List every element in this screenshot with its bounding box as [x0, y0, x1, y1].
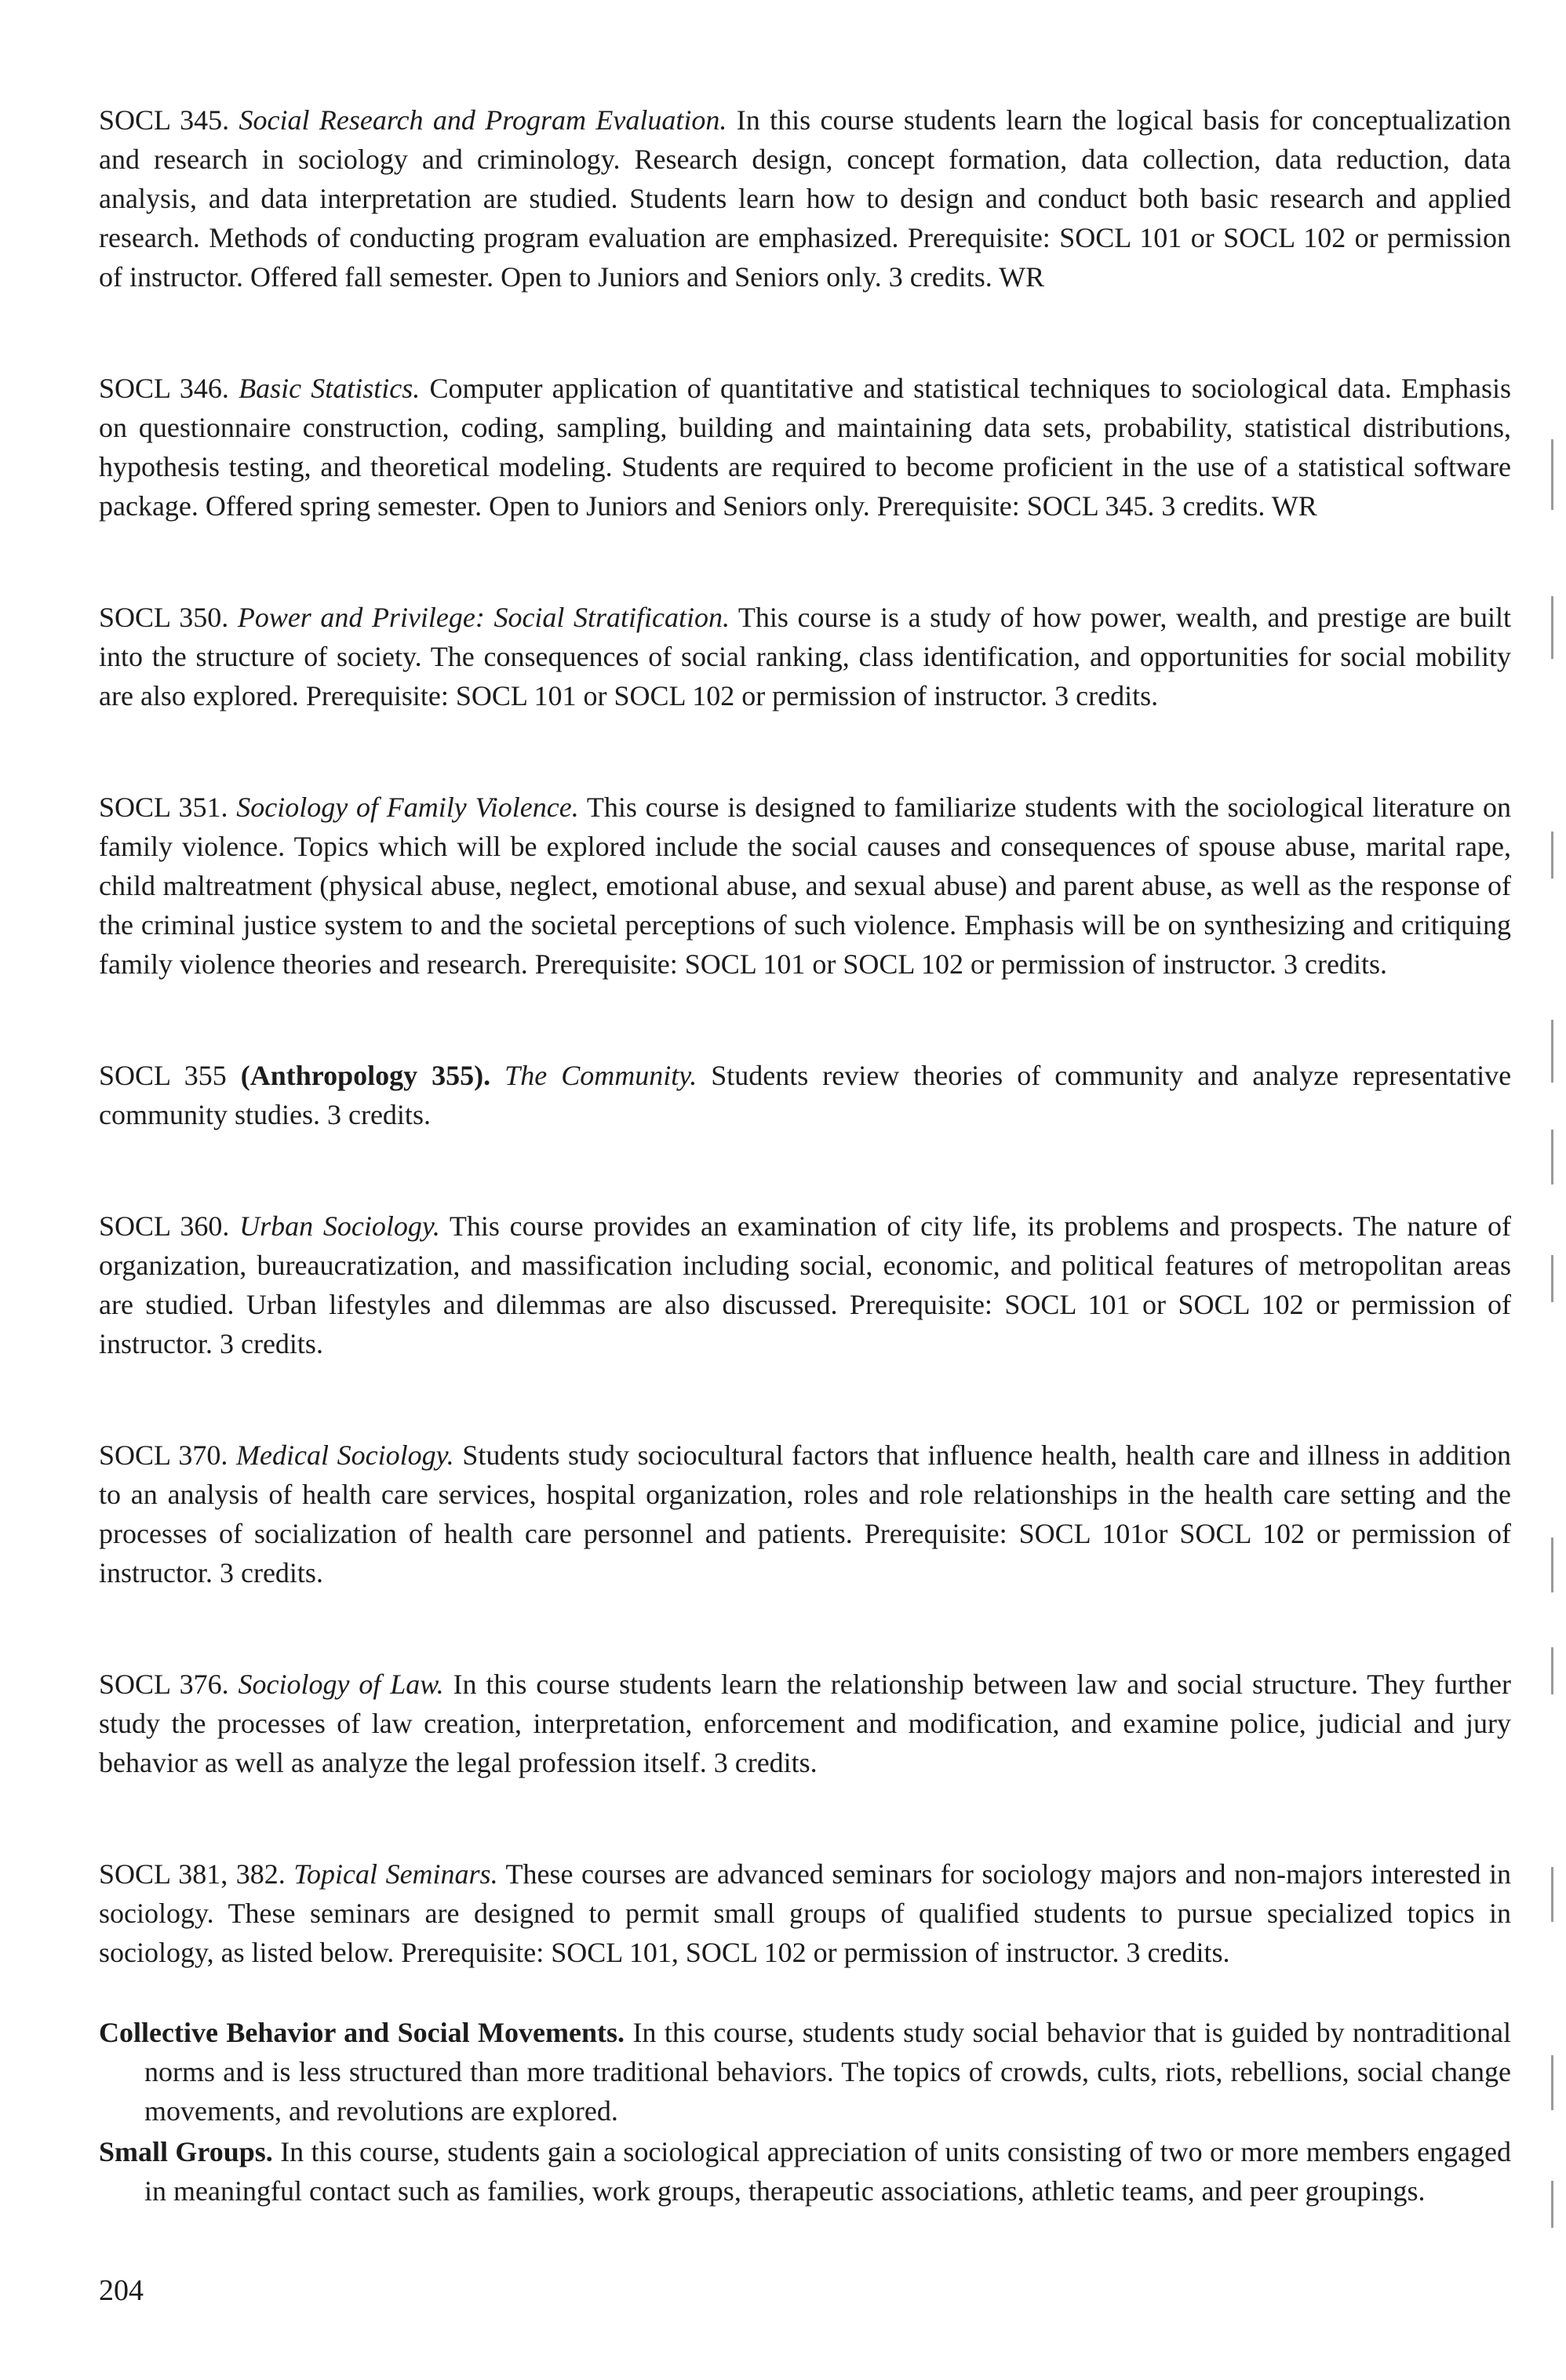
course-entry-socl-370: [99, 1436, 1511, 1592]
course-entry-socl-351: [99, 788, 1511, 984]
scan-edge-mark: [1551, 1647, 1553, 1694]
course-title: Medical Sociology.: [236, 1439, 454, 1471]
scan-edge-mark: [1551, 2181, 1553, 2228]
course-description: In this course students learn the logical basis for conceptualization and research in sociology and criminology. Research design, concept formation, data collection, data reduction, data analysis, and data interpretation are studied. Students learn how to design and conduct both basic research and applied research. Methods of conducting program evaluation are emphasized. Prerequisite: SOCL 101 or SOCL 102 or permission of instructor. Offered fall semester. Open to Juniors and Seniors only. 3 credits. WR: [99, 104, 1512, 293]
course-title: Topical Seminars.: [293, 1858, 498, 1890]
course-title: The Community.: [504, 1060, 697, 1091]
page-number: 204: [99, 2274, 144, 2307]
course-code: SOCL 360.: [99, 1210, 230, 1242]
course-code: SOCL 355: [99, 1060, 227, 1091]
course-entry-socl-381-382: [99, 1854, 1511, 1972]
course-description: Computer application of quantitative and statistical techniques to sociological data. Emphasis on questionnaire construction, coding, sampling, building and maintaining data sets, probability, statistical distributions, hypothesis testing, and theoretical modeling. Students are required to become proficient in the use of a statistical software package. Offered spring semester. Open to Juniors and Seniors only. Prerequisite: SOCL 345. 3 credits. WR: [99, 373, 1512, 522]
scan-edge-mark: [1551, 1020, 1553, 1083]
course-description: These courses are advanced seminars for sociology majors and non-majors interested in sociology. These seminars are designed to permit small groups of qualified students to pursue specialized topics in sociology, as listed below. Prerequisite: SOCL 101, SOCL 102 or permission of instructor. 3 credits.: [99, 1858, 1512, 1968]
course-entry-socl-345: [99, 100, 1511, 297]
seminar-topic-description: In this course, students study social behavior that is guided by nontraditional norms and is less structured than more traditional behaviors. The topics of crowds, cults, riots, rebellions, social change movements, and revolutions are explored.: [144, 2017, 1512, 2127]
course-code: SOCL 376.: [99, 1669, 229, 1700]
scan-edge-marks: [1535, 0, 1566, 2380]
course-entry-socl-346: [99, 369, 1511, 526]
course-title: Power and Privilege: Social Stratification.: [237, 602, 730, 633]
seminar-topics-list: [99, 2013, 1511, 2211]
seminar-topic-name: Collective Behavior and Social Movements.: [99, 2017, 625, 2048]
course-entry-socl-350: [99, 598, 1511, 715]
course-title: Social Research and Program Evaluation.: [239, 104, 727, 136]
scan-edge-mark: [1551, 1538, 1553, 1592]
course-description: This course is designed to familiarize students with the sociological literature on family violence. Topics which will be explored include the social causes and consequences of spouse abuse, marital rape, child maltreatment (physical abuse, neglect, emotional abuse, and sexual abuse) and parent abuse, as well as the response of the criminal justice system to and the societal perceptions of such violence. Emphasis will be on synthesizing and critiquing family violence theories and research. Prerequisite: SOCL 101 or SOCL 102 or permission of instructor. 3 credits.: [99, 792, 1511, 980]
course-entry-socl-360: [99, 1206, 1511, 1363]
course-code: SOCL 350.: [99, 602, 229, 633]
course-description: Students study sociocultural factors that influence health, health care and illness in addition to an analysis of health care services, hospital organization, roles and role relationships in the health care setting and the processes of socialization of health care personnel and patients. Prerequisite: SOCL 101or SOCL 102 or permission of instructor. 3 credits.: [99, 1439, 1511, 1588]
course-entry-socl-355: [99, 1056, 1511, 1134]
course-cross-listing: (Anthropology 355).: [240, 1060, 491, 1091]
course-description: In this course students learn the relationship between law and social structure. They further study the processes of law creation, interpretation, enforcement and modification, and examine police, judicial and jury behavior as well as analyze the legal profession itself. 3 credits.: [99, 1669, 1512, 1778]
catalog-page: [99, 100, 1511, 2212]
scan-edge-mark: [1551, 439, 1553, 510]
course-code: SOCL 346.: [99, 373, 229, 404]
course-description: This course is a study of how power, wealth, and prestige are built into the structure of society. The consequences of social ranking, class identification, and opportunities for social mobility are also explored. Prerequisite: SOCL 101 or SOCL 102 or permission of instructor. 3 credits.: [99, 602, 1512, 711]
course-code: SOCL 351.: [99, 792, 228, 823]
course-description: This course provides an examination of city life, its problems and prospects. The nature of organization, bureaucratization, and massification including social, economic, and political features of metropolitan areas are studied. Urban lifestyles and dilemmas are also discussed. Prerequisite: SOCL 101 or SOCL 102 or permission of instructor. 3 credits.: [99, 1210, 1512, 1359]
scan-edge-mark: [1551, 1867, 1553, 1922]
course-code: SOCL 370.: [99, 1439, 228, 1471]
course-code: SOCL 345.: [99, 104, 230, 136]
scan-edge-mark: [1551, 596, 1553, 659]
course-title: Sociology of Law.: [238, 1669, 444, 1700]
scan-edge-mark: [1551, 1255, 1553, 1302]
seminar-topic-description: In this course, students gain a sociological appreciation of units consisting of two or more members engaged in meaningful contact such as families, work groups, therapeutic associations, athletic teams, and peer groupings.: [144, 2136, 1512, 2207]
course-title: Basic Statistics.: [239, 373, 421, 404]
course-entry-socl-376: [99, 1665, 1511, 1782]
course-title: Sociology of Family Violence.: [236, 792, 579, 823]
seminar-topic-name: Small Groups.: [99, 2136, 273, 2167]
scan-edge-mark: [1551, 1130, 1553, 1185]
scan-edge-mark: [1551, 2055, 1553, 2110]
seminar-topic-collective-behavior: [99, 2013, 1511, 2131]
course-title: Urban Sociology.: [239, 1210, 440, 1242]
seminar-topic-small-groups: [99, 2132, 1511, 2211]
course-code: SOCL 381, 382.: [99, 1858, 286, 1890]
course-description: Students review theories of community and analyze representative community studies. 3 credits.: [99, 1060, 1512, 1130]
scan-edge-mark: [1551, 832, 1553, 879]
